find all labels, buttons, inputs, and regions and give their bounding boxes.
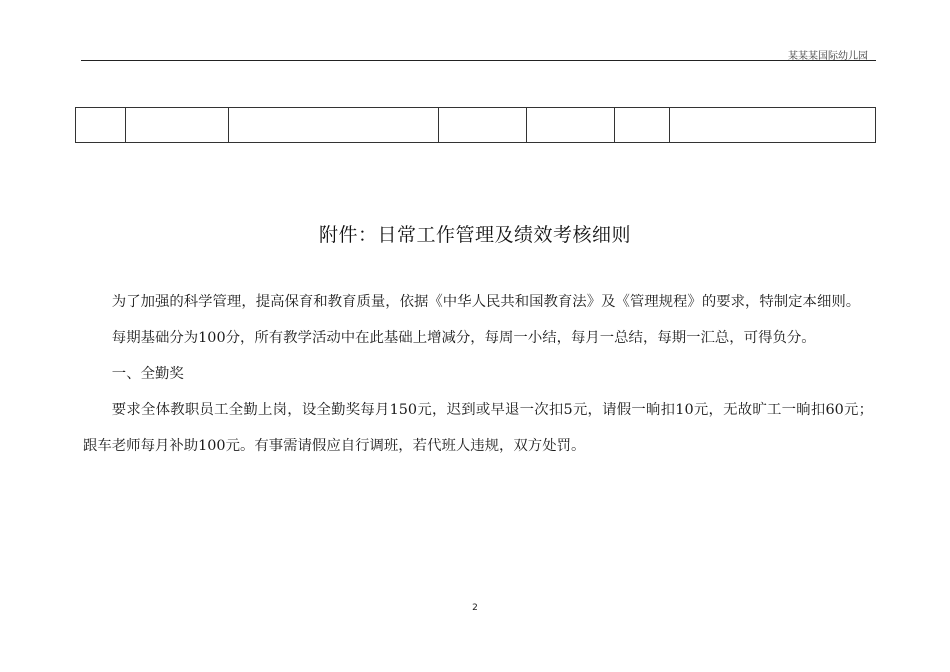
table-row [76, 108, 876, 143]
section-heading: 一、全勤奖 [111, 366, 184, 382]
table-cell [527, 108, 615, 143]
table-cell [76, 108, 126, 143]
header-divider [81, 60, 876, 61]
document-title: 附件：日常工作管理及绩效考核细则 [318, 224, 631, 246]
table-cell [126, 108, 229, 143]
table-cell [439, 108, 527, 143]
document-body [83, 284, 873, 464]
page-number: 2 [472, 603, 478, 613]
table-cell [670, 108, 876, 143]
table-cell [229, 108, 439, 143]
header-org-name: 某某某国际幼儿园 [788, 51, 868, 62]
base-score-paragraph: 每期基础分为100分，所有教学活动中在此基础上增减分，每周一小结，每月一总结，每期一汇总，可得负分。 [111, 330, 816, 346]
table-cell [615, 108, 670, 143]
attendance-paragraph: 要求全体教职员工全勤上岗，设全勤奖每月150元，迟到或早退一次扣5元，请假一晌扣10元，无故旷工一晌扣60元；跟车老师每月补助100元。有事需请假应自行调班，若代班人违规，双方处罚。 [83, 402, 873, 454]
intro-paragraph: 为了加强的科学管理，提高保育和教育质量，依据《中华人民共和国教育法》及《管理规程》的要求，特制定本细则。 [111, 294, 861, 310]
empty-table [75, 107, 876, 143]
